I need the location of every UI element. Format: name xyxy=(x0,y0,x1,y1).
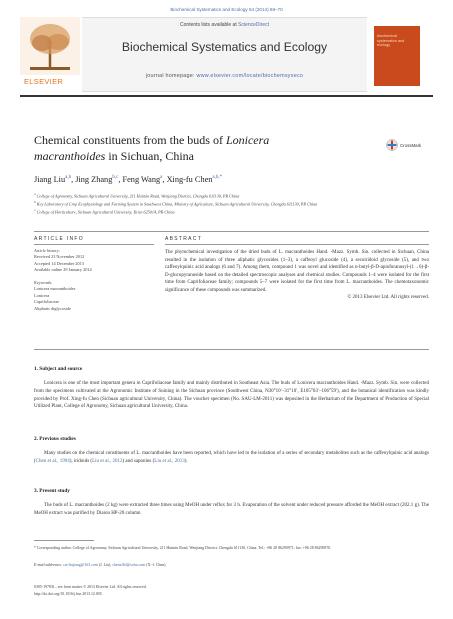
sciencedirect-link[interactable]: ScienceDirect xyxy=(238,22,269,28)
keyword: Aliphatic diglycoside xyxy=(34,305,71,311)
crossmark-icon xyxy=(386,139,398,153)
section-heading: 1. Subject and source xyxy=(34,366,83,372)
divider xyxy=(34,231,429,232)
author-list: Jiang Liu$^{a,b}$, Jing Zhang$^{b,c}$, Feng Wang$^a$, Xing-fu Chen$^{a,b,*}$ xyxy=(34,175,223,184)
section-paragraph: Lonicera is one of the most important genera in Caprifoliaceae family and mainly distributed in Southeast Asia. The buds of Lonicera macranthoides Hand. -Mazz. Symb. Sin. were collected from the specimens cultivated at the Agronomic Institute of Suining in the Sichuan province (Southwest China, N30°10′–31°10′, E105°03′–106°59′), and the botanical identification was kindly provided by Prof. Xing-fu Chen (Sichuan agricultural University, China). The voucher specimen (No. SAU-LM-2011) was deposited in the Herbarium of the Department of Production of Special Utilized Plant, College of Agronomy, Sichuan agricultural University, China. xyxy=(34,381,429,410)
citation-link[interactable]: Liu et al., 2012 xyxy=(92,458,123,464)
author-4[interactable]: Xing-fu Chen$^{a,b,*}$ xyxy=(166,175,223,184)
history-label: Article history: xyxy=(34,248,61,253)
history-online: Available online 29 January 2014 xyxy=(34,267,92,273)
journal-homepage-link[interactable]: www.elsevier.com/locate/biochemsyseco xyxy=(196,73,304,79)
section-heading: 3. Present study xyxy=(34,488,70,494)
divider xyxy=(165,244,429,245)
section-paragraph: The buds of L. macranthoides (2 kg) were extracted three times using MeOH under reflux for 3 h. Evaporation of the solvent under reduced pressure afforded the MeOH extract (202.1 g). The MeOH extract was purified by Diaion HP-20 column xyxy=(34,503,429,516)
header-rule xyxy=(20,95,433,97)
section-paragraph: Many studies on the chemical constituents of L. macranthoides have been reported, which have led to the isolation of a series of secondary metabolites such as the caffeoylquinic acid analogs (Chen et al., 1994), iridoids (Liu et al., 2012) and saponins (Liu et al., 2013). xyxy=(34,451,429,464)
cover-title: biochemical systematics and ecology xyxy=(377,34,405,48)
keyword: Caprifoliaceae xyxy=(34,299,60,305)
elsevier-tree-logo xyxy=(20,17,80,83)
issn-line: 0305-1978/$ – see front matter © 2013 Elsevier Ltd. All rights reserved. xyxy=(34,585,147,589)
keyword: Lonicera xyxy=(34,292,50,298)
article-info-heading: ARTICLE INFO xyxy=(34,236,84,242)
journal-title: Biochemical Systematics and Ecology xyxy=(121,40,328,54)
footnote-rule xyxy=(34,540,94,541)
keyword: Lonicera macranthoides xyxy=(34,286,76,292)
journal-homepage: journal homepage: www.elsevier.com/locate/biochemsyseco xyxy=(145,73,304,79)
publisher-name: ELSEVIER xyxy=(24,77,64,86)
email-link[interactable]: cat-liujiang@163.com xyxy=(63,563,98,567)
history-accepted: Accepted 14 December 2013 xyxy=(34,260,84,266)
citation-link[interactable]: Liu et al., 2013 xyxy=(154,458,185,464)
journal-header xyxy=(20,17,433,90)
doi-link[interactable]: http://dx.doi.org/10.1016/j.bse.2013.12.005 xyxy=(34,592,102,596)
article-info xyxy=(34,248,154,312)
citation-link[interactable]: Chen et al., 1994 xyxy=(35,458,70,464)
affiliations xyxy=(34,192,429,216)
abstract-heading: ABSTRACT xyxy=(165,236,203,242)
email-addresses: E-mail addresses: cat-liujiang@163.com (J. Liu), chenxf64@sohu.com (X.-f. Chen). xyxy=(34,563,167,567)
journal-cover-thumbnail[interactable] xyxy=(374,26,420,86)
article-title: Chemical constituents from the buds of Lonicera macranthoides in Sichuan, China xyxy=(34,133,270,164)
divider xyxy=(34,244,154,245)
affiliation-c: $^c$ College of Horticulture, Sichuan Agricultural University, Ya'an 625014, PR China xyxy=(34,207,175,215)
keywords-label: Keywords: xyxy=(34,279,53,285)
abstract-text: The phytochemical investigation of the dried buds of L. macranthoides Hand. -Mazz. Symb. Sin. collected in Sichuan, China resulted in the isolation of three aliphatic glycosides (1–3), a caffeoyl glucoside (4), a secoiridoid glycoside (5), and two caffeoylquinic acid analogs (6 and 7). Among them, compound 1 was novel and identified as n-butyl-β-D-apiofuranosyl-(1→6)-β-D-glucopyranoside based on the detailed spectroscopic analyses and chemical studies. Compounds 1–4 were isolated for the first time from Caprifoliaceae family; compounds 5–7 were isolated for the first time from L. macranthoides. The chemotaxonomic significance of these compounds was summarized. xyxy=(165,250,429,293)
abstract-body xyxy=(165,249,429,302)
divider xyxy=(34,349,429,350)
abstract-copyright: © 2013 Elsevier Ltd. All rights reserved. xyxy=(347,295,429,300)
email-link[interactable]: chenxf64@sohu.com xyxy=(112,563,146,567)
crossmark-badge[interactable]: CrossMark xyxy=(386,137,430,157)
history-received: Received 23 November 2012 xyxy=(34,254,85,260)
author-1[interactable]: Jiang Liu$^{a,b}$ xyxy=(34,175,72,184)
section-heading: 2. Previous studies xyxy=(34,436,76,442)
author-2[interactable]: Jing Zhang$^{b,c}$ xyxy=(75,175,119,184)
running-header: Biochemical Systematics and Ecology 54 (2014) 68–70 xyxy=(170,7,283,12)
contents-line: Contents lists available at ScienceDirect xyxy=(180,22,269,28)
affiliation-b: $^b$ Key Laboratory of Crop Ecophysiology and Farming System in Southwest China, Ministry of Agriculture, Sichuan Agricultural University, Chengdu 611130, PR China xyxy=(34,199,318,207)
affiliation-a: $^a$ College of Agronomy, Sichuan Agricultural University, 211 Huimin Road, Wenjiang District, Chengdu 611130, PR China xyxy=(34,192,240,199)
corresponding-author-note: * Corresponding author. College of Agronomy, Sichuan Agricultural University, 211 Huimin Road, Wenjiang District, Chengdu 611130, China. Tel.: +86 28 86290971; fax: +86 28 86290870. xyxy=(34,546,332,550)
author-3[interactable]: Feng Wang$^a$ xyxy=(122,175,163,184)
journal-banner xyxy=(82,17,367,92)
